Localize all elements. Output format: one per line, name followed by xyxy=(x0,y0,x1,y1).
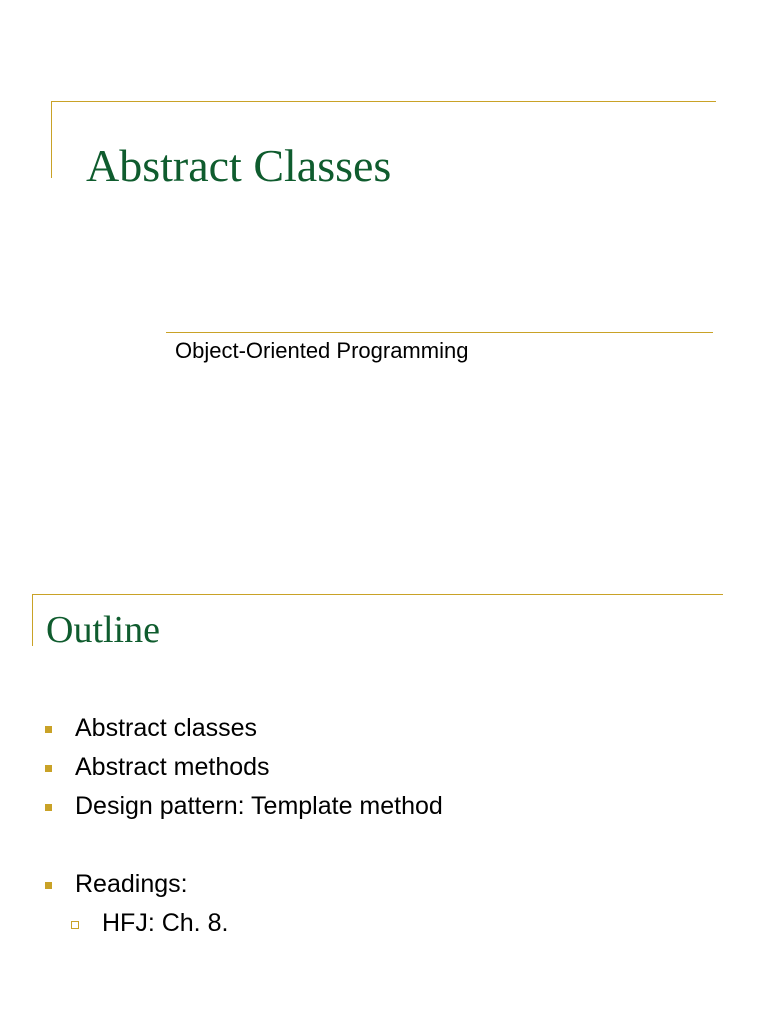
slide-subtitle: Object-Oriented Programming xyxy=(175,338,469,363)
square-bullet-icon xyxy=(45,726,52,733)
subtitle-rule xyxy=(166,332,713,333)
sub-list-item-text: HFJ: Ch. 8. xyxy=(102,909,229,937)
list-item-text: Abstract classes xyxy=(75,714,258,742)
list-item-text: Design pattern: Template method xyxy=(75,792,443,820)
list-item xyxy=(75,752,270,782)
outline-slide xyxy=(0,560,768,1024)
top-rule xyxy=(32,594,723,595)
square-bullet-icon xyxy=(45,765,52,772)
list-item xyxy=(75,791,443,821)
outline-title: Outline xyxy=(46,609,160,651)
list-item xyxy=(75,713,257,743)
list-item-text: Readings: xyxy=(75,870,188,898)
list-item-text: Abstract methods xyxy=(75,753,270,781)
square-bullet-icon xyxy=(45,882,52,889)
slide-title: Abstract Classes xyxy=(86,140,392,191)
left-rule xyxy=(51,101,52,178)
list-item xyxy=(75,869,188,899)
hollow-square-bullet-icon xyxy=(71,921,79,929)
top-rule xyxy=(51,101,716,102)
left-rule xyxy=(32,594,33,646)
square-bullet-icon xyxy=(45,804,52,811)
sub-list-item xyxy=(102,908,228,938)
